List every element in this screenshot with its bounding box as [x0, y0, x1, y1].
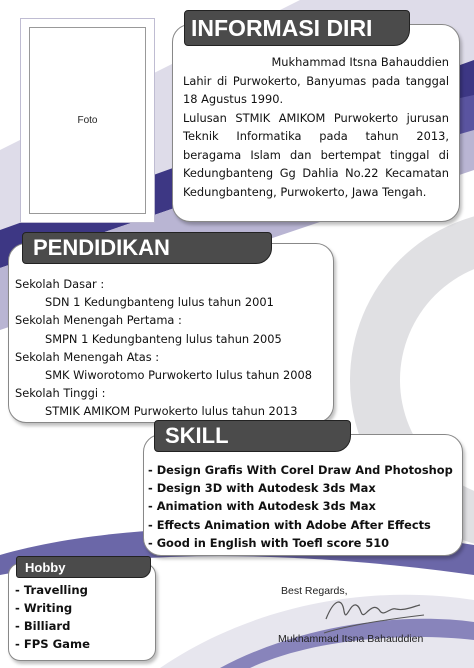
info-text: [183, 53, 449, 201]
photo-label: Foto: [77, 115, 98, 126]
skill-list: [148, 461, 453, 552]
hobby-item: - Billiard: [15, 619, 71, 633]
signature-scribble: [320, 589, 430, 637]
skill-item: - Animation with Autodesk 3ds Max: [148, 499, 376, 514]
education-school: SDN 1 Kedungbanteng lulus tahun 2001: [45, 295, 274, 310]
education-list: [15, 275, 312, 421]
education-title: PENDIDIKAN: [22, 232, 272, 264]
education-level: Sekolah Dasar :: [15, 277, 105, 291]
info-birth: Lahir di Purwokerto, Banyumas pada tanggal 18 Agustus 1990.: [183, 73, 449, 106]
info-name: Mukhammad Itsna Bahauddien: [271, 55, 449, 69]
hobby-item: - FPS Game: [15, 637, 90, 651]
education-section: [8, 243, 334, 423]
signer-name: Mukhammad Itsna Bahauddien: [278, 633, 424, 645]
info-title: INFORMASI DIRI: [184, 10, 410, 46]
skill-item: - Good in English with Toefl score 510: [148, 535, 390, 550]
education-level: Sekolah Tinggi :: [15, 386, 106, 401]
hobby-item: - Travelling: [15, 583, 88, 597]
skill-item: - Design Grafis With Corel Draw And Photoshop: [148, 463, 453, 477]
photo-frame: [20, 18, 155, 223]
education-school: STMIK AMIKOM Purwokerto lulus tahun 2013: [45, 404, 298, 419]
skill-item: - Effects Animation with Adobe After Effects: [148, 517, 431, 532]
hobby-list: [15, 581, 90, 653]
skill-title: SKILL: [154, 420, 351, 452]
hobby-title: Hobby: [16, 556, 151, 578]
education-school: SMPN 1 Kedungbanteng lulus tahun 2005: [45, 331, 282, 346]
photo-placeholder: [29, 27, 146, 214]
info-section: [172, 24, 460, 222]
education-level: Sekolah Menengah Atas :: [15, 349, 160, 364]
hobby-item: - Writing: [15, 601, 73, 615]
info-education: Lulusan STMIK AMIKOM Purwokerto jurusan Teknik Informatika pada tahun 2013, beragama Islam dan bertempat tinggal di Kedungbanteng Gg Dahlia No.22 Kecamatan Kedungbanteng, Purwokerto, Jawa Tengah.: [183, 110, 449, 199]
skill-section: [143, 434, 463, 556]
skill-item: - Design 3D with Autodesk 3ds Max: [148, 481, 376, 496]
regards-text: Best Regards,: [281, 585, 348, 597]
education-school: SMK Wiworotomo Purwokerto lulus tahun 2008: [45, 368, 312, 383]
education-level: Sekolah Menengah Pertama :: [15, 313, 182, 328]
